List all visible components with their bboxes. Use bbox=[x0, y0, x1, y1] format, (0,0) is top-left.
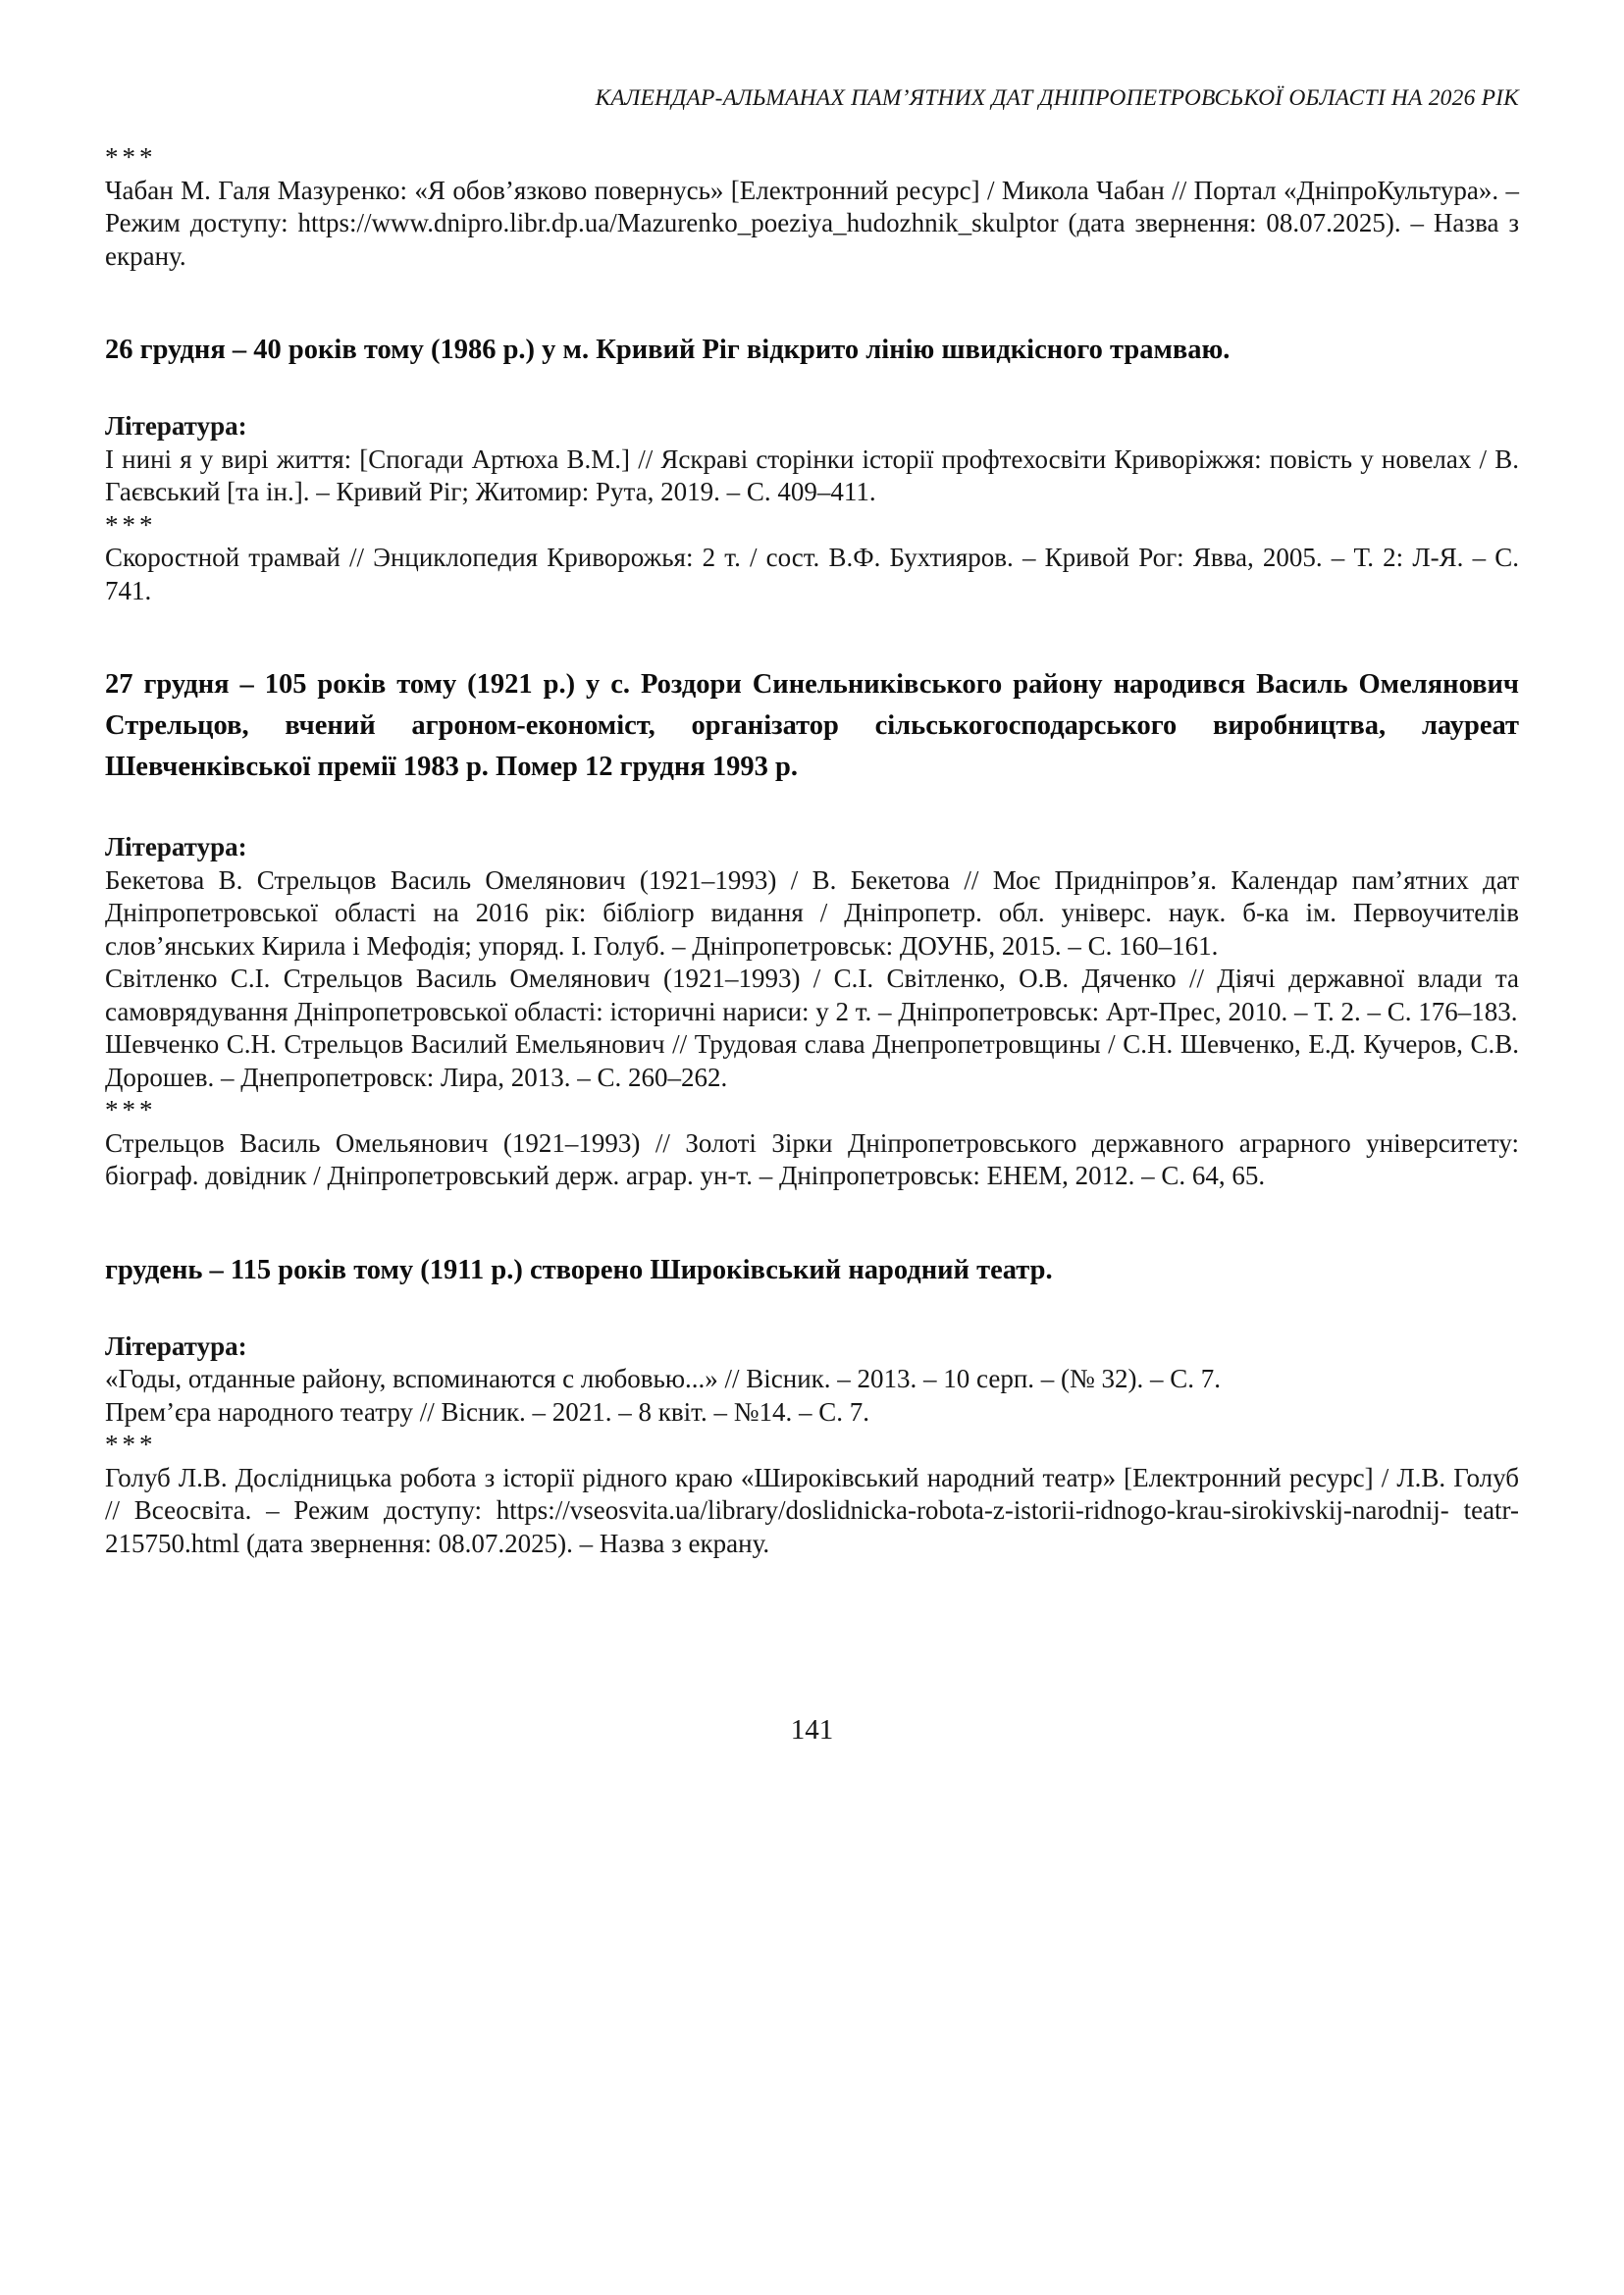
literature-label: Література: bbox=[105, 1330, 247, 1361]
bibliography-entry-streltsov-zoloti-zirky: Стрельцов Василь Омельянович (1921–1993) // Золоті Зірки Дніпропетровського державного аграрного університету: біограф. довідник / Дніпропетровський держ. аграр. ун-т. – Дніпропетровськ: ЕНЕМ, 2012. – С. 64, 65. bbox=[105, 1127, 1519, 1190]
literature-label: Література: bbox=[105, 832, 247, 861]
bibliography-entry-golub: Голуб Л.В. Дослідницька робота з історії рідного краю «Широківський народний театр» [Електронний ресурс] / Л.В. Голуб // Всеосвіта. – Режим доступу: https://vseosvita.ua/library/doslidnicka-robota-z-istorii-ridnogo-krau-sirokivskij-narodnij- teatr-215750.html (дата звернення: 08.07.2025). – Назва з екрану. bbox=[105, 1462, 1519, 1558]
bibliography-entry-premiera-teatru: Прем’єра народного театру // Вісник. – 2021. – 8 квіт. – №14. – С. 7. bbox=[105, 1396, 869, 1427]
event-heading-27-december-streltsov: 27 грудня – 105 років тому (1921 р.) у с. Роздори Синельниківського району народився Василь Омелянович Стрельцов, вчений агроном-економіст, організатор сільськогосподарського виробництва, лауреат Шевченківської премії 1983 р. Помер 12 грудня 1993 р. bbox=[105, 669, 1519, 782]
bibliography-entry-chaban-mazurenko: Чабан М. Галя Мазуренко: «Я обов’язково повернусь» [Електронний ресурс] / Микола Чабан // Портал «ДніпроКультура». – Режим доступу: https://www.dnipro.libr.dp.ua/Mazurenko_poeziya_hudozhnik_skulptor (дата звернення: 08.07.2025). – Назва з екрану. bbox=[105, 175, 1519, 271]
running-header: КАЛЕНДАР-АЛЬМАНАХ ПАМ’ЯТНИХ ДАТ ДНІПРОПЕТРОВСЬКОЇ ОБЛАСТІ НА 2026 РІК bbox=[595, 85, 1519, 111]
page-number: 141 bbox=[790, 1714, 834, 1746]
separator-asterisks: *** bbox=[105, 142, 157, 172]
event-heading-26-december-tram-line: 26 грудня – 40 років тому (1986 р.) у м. Кривий Ріг відкрито лінію швидкісного трамваю. bbox=[105, 335, 1231, 365]
bibliography-entry-skorostnoy-tramvay: Скоростной трамвай // Энциклопедия Криворожья: 2 т. / сост. В.Ф. Бухтияров. – Кривой Рог: Явва, 2005. – Т. 2: Л-Я. – С. 741. bbox=[105, 543, 1519, 605]
separator-asterisks: *** bbox=[105, 509, 157, 540]
literature-label: Література: bbox=[105, 411, 247, 441]
bibliography-entry-svitlenko: Світленко С.І. Стрельцов Василь Омелянович (1921–1993) / С.І. Світленко, О.В. Дяченко // Діячі державної влади та самоврядування Дніпропетровської області: історичні нариси: у 2 т. – Дніпропетровськ: Арт-Прес, 2010. – Т. 2. – С. 176–183. bbox=[105, 964, 1519, 1026]
bibliography-entry-shevchenko: Шевченко С.Н. Стрельцов Василий Емельянович // Трудовая слава Днепропетровщины / С.Н. Шевченко, Е.Д. Кучеров, С.В. Дорошев. – Днепропетровск: Лира, 2013. – С. 260–262. bbox=[105, 1029, 1519, 1092]
separator-asterisks: *** bbox=[105, 1430, 157, 1459]
text-column bbox=[105, 84, 1519, 1560]
bibliography-entry-beketova: Бекетова В. Стрельцов Василь Омелянович (1921–1993) / В. Бекетова // Моє Придніпров’я. Календар пам’ятних дат Дніпропетровської області на 2016 рік: бібліогр видання / Дніпропетр. обл. універс. наук. б-ка ім. Первоучителів слов’янських Кирила і Мефодія; упоряд. І. Голуб. – Дніпропетровськ: ДОУНБ, 2015. – С. 160–161. bbox=[105, 864, 1519, 961]
event-heading-december-folk-theatre: грудень – 115 років тому (1911 р.) створено Широківський народний театр. bbox=[105, 1254, 1053, 1285]
bibliography-entry-gody-otdannye-rayonu: «Годы, отданные району, вспоминаются с любовью...» // Вісник. – 2013. – 10 серп. – (№ 32). – С. 7. bbox=[105, 1364, 1222, 1393]
bibliography-entry-nyni-ya-u-vyri: І нині я у вирі життя: [Спогади Артюха В.М.] // Яскраві сторінки історії профтехосвіти Криворіжжя: повість у новелах / В. Гаєвський [та ін.]. – Кривий Ріг; Житомир: Рута, 2019. – С. 409–411. bbox=[105, 443, 1519, 506]
separator-asterisks: *** bbox=[105, 1095, 157, 1124]
